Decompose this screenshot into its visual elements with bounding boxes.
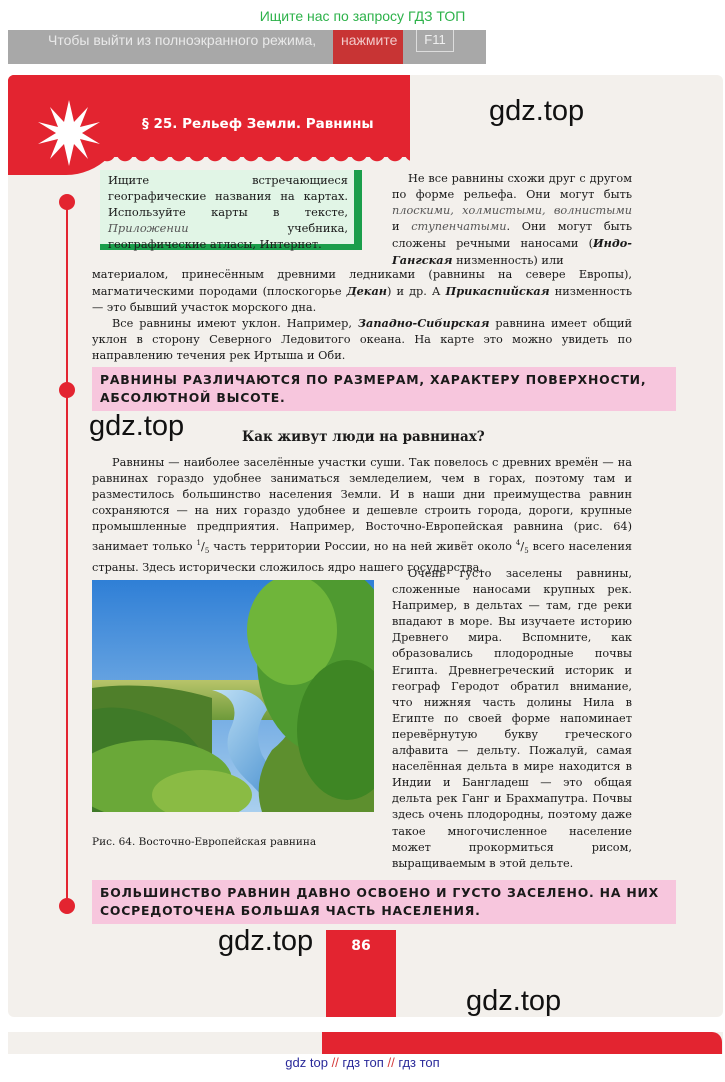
fullscreen-press-label: [333, 30, 403, 64]
fraction-denominator: 5: [524, 547, 529, 556]
p2-text-3: низменность — это бывший участок морского дна.: [92, 285, 632, 315]
plain-photo: [92, 580, 374, 812]
section-title: § 25. Рельеф Земли. Равнины: [142, 116, 374, 132]
note-text-end: учебника, географические атласы, Интернет.: [108, 221, 348, 251]
fraction-denominator: 5: [204, 547, 210, 556]
p1-text: Не все равнины схожи друг с другом по форме рельефа. Они могут быть: [392, 172, 632, 202]
figure-caption: Рис. 64. Восточно-Европейская равнина: [92, 836, 317, 848]
footer-separator: //: [387, 1055, 395, 1070]
search-hint-text: Ищите нас по запросу ГДЗ ТОП: [259, 8, 466, 24]
timeline-line: [66, 203, 68, 907]
p2-text: материалом, принесённым древними ледниками (равнины на севере Европы), магматическими породами (плоскогорье: [92, 268, 632, 299]
p1-term: Индо-Гангская: [392, 236, 632, 268]
textbook-page: [8, 75, 723, 1017]
p2-term-2: Прикаспийская: [445, 284, 550, 299]
p2-text-2: ) и др. А: [387, 285, 446, 299]
p1-text-2: . Они могут быть сложены речными наносами (: [392, 220, 633, 251]
p2-term: Декан: [346, 284, 388, 299]
paragraph-relief-types: [392, 171, 632, 270]
star-emblem-icon: [36, 100, 102, 166]
timeline-dot: [59, 194, 75, 210]
footer-link-gdz-top-ru-2[interactable]: гдз топ: [398, 1055, 440, 1070]
fraction-numerator: 1: [196, 539, 202, 548]
p4-text-3: всего населения страны. Здесь исторически сложилось ядро нашего государства.: [92, 540, 632, 574]
watermark: gdz.top: [489, 95, 585, 127]
p5-text: Очень густо заселены равнины, сложенные наносами крупных рек. Например, в дельтах — там, где реки впадают в море. Вы изучаете историю Древнего мира. Вспомните, как образовались плодородные почвы Египта. Древнегреческий историк и географ Геродот обратил внимание, что нижняя часть долины Нила в Египте по своей форме напоминает перевёрнутую букву греческого алфавита — дельту. Пожалуй, самая населённая дельта в мире находится в Индии и Бангладеш — это общая дельта рек Ганг и Брахмапутра. Почвы здесь очень плодородны, поэтому даже такое многочисленное население может прокормиться рисом, выращиваемым в этой дельте.: [392, 567, 632, 870]
footer-link-gdz-top[interactable]: gdz top: [285, 1055, 328, 1070]
p4-text: Равнины — наиболее заселённые участки суши. Так повелось с древних времён — на равнинах гораздо удобнее заниматься земледелием, чем в горах, поэтому там и разместилось большинство населения Земли. И в наши дни преимущества равнин сохраняются — на них гораздо удобнее и дешевле строить города, дороги, крупные промышленные предприятия. Например, Восточно-Европейская равнина (рис. 64) занимает только: [92, 456, 632, 554]
footer-separator: //: [331, 1055, 339, 1070]
subheading: Как живут люди на равнинах?: [242, 429, 485, 445]
p1-italic-2: ступенчатыми: [411, 220, 507, 234]
next-page-header-band: [322, 1032, 722, 1054]
watermark: gdz.top: [218, 925, 314, 957]
paragraph-origin: [92, 267, 632, 316]
p1-italic: плоскими, холмистыми, волнистыми: [392, 204, 632, 218]
fraction-numerator: 4: [515, 539, 521, 548]
fullscreen-text: Чтобы выйти из полноэкранного режима,: [48, 32, 317, 48]
fullscreen-press-text: нажмите: [341, 32, 398, 48]
p1-text-3: низменность) или: [452, 254, 564, 268]
page-number: 86: [351, 938, 371, 954]
key-statement-box: РАВНИНЫ РАЗЛИЧАЮТСЯ ПО РАЗМЕРАМ, ХАРАКТЕРУ ПОВЕРХНОСТИ, АБСОЛЮТНОЙ ВЫСОТЕ.: [92, 367, 676, 411]
p1-and: и: [392, 220, 412, 234]
timeline-dot: [59, 898, 75, 914]
paragraph-deltas: [392, 566, 632, 872]
paragraph-population: Равнины — наиболее заселённые участки суши. Так повелось с древних времён — на равнинах гораздо удобнее заниматься земледелием, чем в горах, поэтому там и разместилось большинство населения Земли. И в наши дни преимущества равнин сохраняются — на них гораздо удобнее и дешевле строить города, дороги, крупные промышленные предприятия. Например, Восточно-Европейская равнина (рис. 64) занимает только $^1/_5$ часть территории России, но на ней живёт около $^4/_5$ всего населения страны. Здесь исторически сложилось ядро нашего государства.: [92, 456, 632, 574]
footer-link-gdz-top-ru[interactable]: гдз топ: [342, 1055, 384, 1070]
p3-term: Западно-Сибирская: [357, 316, 490, 330]
fullscreen-exit-banner: [8, 30, 486, 64]
p4-text-2: часть территории России, но на ней живёт около: [209, 540, 516, 554]
note-link-text: Приложении: [108, 221, 189, 235]
note-text: Ищите встречающиеся географические названия на картах. Используйте карты в тексте,: [108, 173, 348, 219]
task-note: [100, 170, 362, 250]
search-hint-bar: [0, 0, 725, 30]
timeline-dot: [59, 382, 75, 398]
page-number-tab: [326, 930, 396, 1017]
footer-links: [0, 1055, 725, 1070]
conclusion-box: БОЛЬШИНСТВО РАВНИН ДАВНО ОСВОЕНО И ГУСТО ЗАСЕЛЕНО. НА НИХ СОСРЕДОТОЧЕНА БОЛЬШАЯ ЧАСТЬ НАСЕЛЕНИЯ.: [92, 880, 676, 924]
f11-key-hint: F11: [416, 30, 454, 52]
watermark: gdz.top: [89, 410, 185, 442]
p3-text-2: равнина имеет общий уклон в сторону Северного Ледовитого океана. На карте это можно увидеть по направлению течения рек Иртыша и Оби.: [92, 317, 632, 363]
p3-text: Все равнины имеют уклон. Например,: [112, 317, 358, 330]
paragraph-slope: [92, 315, 632, 364]
watermark: gdz.top: [466, 985, 562, 1017]
